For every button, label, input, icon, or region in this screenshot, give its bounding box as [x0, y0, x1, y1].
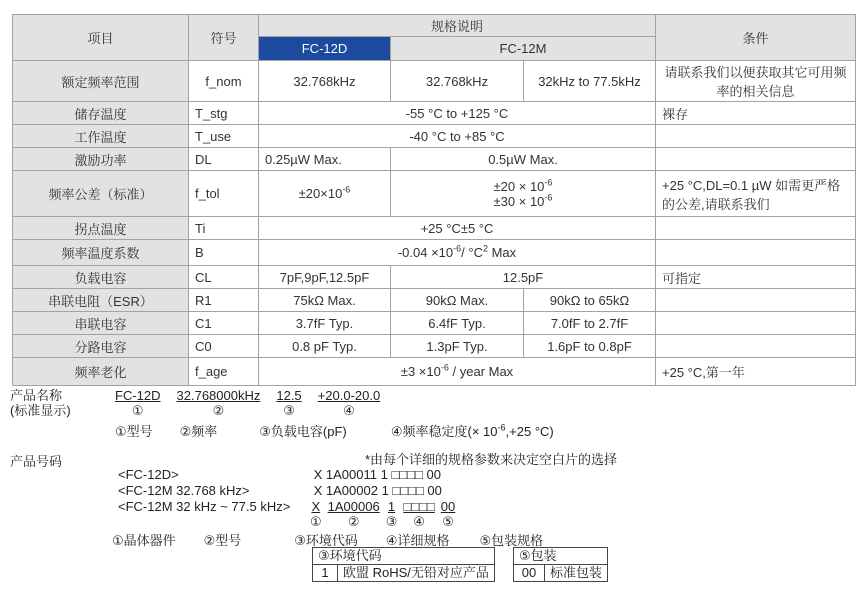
- value-cell: 90kΩ to 65kΩ: [524, 289, 656, 312]
- header-symbol: 符号: [189, 15, 259, 61]
- segment-text: 32.768000kHz: [176, 388, 261, 403]
- item-cell: 拐点温度: [13, 217, 189, 240]
- value-cell: 32.768kHz: [259, 61, 391, 102]
- table-row: [13, 289, 856, 312]
- legend-item: ②型号: [203, 533, 242, 548]
- legend-item: ①型号: [115, 424, 153, 439]
- table-row: [13, 358, 856, 386]
- code-segment: [328, 499, 380, 529]
- code-row-name: <FC-12M 32.768 kHz>: [118, 483, 250, 498]
- code-row-segments: [310, 499, 455, 529]
- code-row-name: <FC-12D>: [118, 467, 179, 482]
- value-cell: 6.4fF Typ.: [391, 312, 524, 335]
- code-row-value: X 1A00002 1 □□□□ 00: [313, 483, 442, 498]
- item-cell: 串联电容: [13, 312, 189, 335]
- env-code-table: [312, 547, 495, 582]
- product-name-label: [10, 388, 71, 418]
- table-row: [13, 171, 856, 217]
- legend-item: ②频率: [179, 424, 218, 439]
- superscript: -6: [497, 422, 506, 433]
- package-code-value: 00: [514, 565, 545, 582]
- value-text: Max: [487, 245, 517, 260]
- item-cell: 频率公差（标准）: [13, 171, 189, 217]
- superscript: -6: [544, 177, 553, 188]
- table-row: [13, 102, 856, 125]
- segment-number: ⑤: [442, 514, 454, 529]
- item-cell: 串联电阻（ESR）: [13, 289, 189, 312]
- package-table: [513, 547, 608, 582]
- value-text: / °C: [461, 245, 483, 260]
- table-row: [313, 565, 495, 582]
- superscript: -6: [342, 184, 351, 195]
- condition-cell-empty: [656, 312, 856, 335]
- segment-text: □□□□: [403, 499, 435, 514]
- segment-text: 1: [387, 499, 396, 514]
- segment-number: ④: [413, 514, 425, 529]
- symbol-cell: T_use: [189, 125, 259, 148]
- value-text: ±30 × 10: [493, 193, 545, 209]
- legend-text: ④频率稳定度(× 10: [390, 424, 498, 439]
- condition-cell-empty: [656, 240, 856, 266]
- spec-table: [12, 14, 856, 386]
- condition-cell-empty: [656, 289, 856, 312]
- package-table-header: ⑤包装: [514, 548, 608, 565]
- header-item: 项目: [13, 15, 189, 61]
- superscript: -6: [440, 362, 449, 373]
- condition-cell-empty: [656, 125, 856, 148]
- segment-number: ③: [385, 514, 398, 529]
- code-row-value: X 1A00011 1 □□□□ 00: [313, 467, 441, 482]
- segment-number: ①: [131, 403, 144, 418]
- value-cell: [259, 358, 656, 386]
- table-row: [13, 312, 856, 335]
- product-name-label-line2: (标准显示): [10, 403, 71, 418]
- value-text: ±3 ×10: [400, 364, 441, 379]
- legend-text: ,+25 °C): [505, 424, 554, 439]
- condition-cell: +25 °C,DL=0.1 µW 如需更严格的公差,请联系我们: [656, 171, 856, 217]
- code-segment: [403, 499, 434, 529]
- header-fc12m: FC-12M: [391, 37, 656, 61]
- package-desc: 标准包装: [545, 565, 608, 582]
- segment-number: ④: [343, 403, 355, 418]
- value-text: -0.04 ×10: [397, 245, 454, 260]
- value-text: / year Max: [448, 364, 514, 379]
- segment-number: ②: [347, 514, 360, 529]
- symbol-cell: Ti: [189, 217, 259, 240]
- value-cell: [259, 171, 391, 217]
- product-code-note: *由每个详细的规格参数来决定空白片的选择: [365, 452, 618, 467]
- value-cell: 7pF,9pF,12.5pF: [259, 266, 391, 289]
- value-cell: [259, 240, 656, 266]
- segment-text: +20.0-20.0: [317, 388, 381, 403]
- item-cell: 频率老化: [13, 358, 189, 386]
- table-row: [13, 217, 856, 240]
- value-cell: 3.7fF Typ.: [259, 312, 391, 335]
- value-cell: 1.6pF to 0.8pF: [524, 335, 656, 358]
- segment-text: 1A00006: [327, 499, 380, 514]
- value-cell: +25 °C±5 °C: [259, 217, 656, 240]
- item-cell: 频率温度系数: [13, 240, 189, 266]
- item-cell: 储存温度: [13, 102, 189, 125]
- value-line: [397, 179, 649, 194]
- item-cell: 分路电容: [13, 335, 189, 358]
- symbol-cell: f_age: [189, 358, 259, 386]
- symbol-cell: f_nom: [189, 61, 259, 102]
- legend-item: ③环境代码: [294, 533, 358, 548]
- table-row: [13, 148, 856, 171]
- legend-item: ④详细规格: [385, 533, 450, 548]
- value-cell: -55 °C to +125 °C: [259, 102, 656, 125]
- table-row: [313, 548, 495, 565]
- value-cell: -40 °C to +85 °C: [259, 125, 656, 148]
- header-spec: 规格说明: [259, 15, 656, 37]
- item-cell: 额定频率范围: [13, 61, 189, 102]
- header-fc12d: FC-12D: [259, 37, 391, 61]
- symbol-cell: CL: [189, 266, 259, 289]
- value-cell: 90kΩ Max.: [391, 289, 524, 312]
- product-code-row: [118, 483, 442, 499]
- segment-number: ③: [283, 403, 295, 418]
- table-row: [514, 548, 608, 565]
- value-line: [397, 194, 649, 209]
- legend-item: [391, 421, 554, 440]
- segment-number: ②: [212, 403, 225, 418]
- legend-item: ⑤包装规格: [479, 533, 544, 548]
- code-row-name: <FC-12M 32 kHz ~ 77.5 kHz>: [118, 499, 291, 514]
- product-code-label: 产品号码: [10, 454, 63, 469]
- name-segment: [177, 388, 261, 418]
- value-cell: 0.5µW Max.: [391, 148, 656, 171]
- value-cell: 12.5pF: [391, 266, 656, 289]
- segment-text: 12.5: [276, 388, 302, 403]
- value-cell: 1.3pF Typ.: [391, 335, 524, 358]
- code-segment: [386, 499, 398, 529]
- table-row: [13, 125, 856, 148]
- env-code-value: 1: [313, 565, 338, 582]
- value-cell: 0.8 pF Typ.: [259, 335, 391, 358]
- segment-text: FC-12D: [115, 388, 161, 403]
- name-segment: [318, 388, 381, 418]
- item-cell: 激励功率: [13, 148, 189, 171]
- superscript: -6: [544, 192, 553, 203]
- condition-cell-empty: [656, 217, 856, 240]
- value-cell: 0.25µW Max.: [259, 148, 391, 171]
- value-cell: [391, 171, 656, 217]
- condition-cell-empty: [656, 335, 856, 358]
- condition-cell: 裸存: [656, 102, 856, 125]
- name-segment: [115, 388, 161, 418]
- legend-item: ③负载电容(pF): [259, 424, 347, 439]
- table-row: [13, 240, 856, 266]
- table-row: [13, 61, 856, 102]
- value-text: ±20 × 10: [493, 178, 545, 194]
- condition-cell: 可指定: [656, 266, 856, 289]
- product-name-legend: [115, 421, 554, 440]
- condition-cell: +25 °C,第一年: [656, 358, 856, 386]
- symbol-cell: f_tol: [189, 171, 259, 217]
- superscript: -6: [453, 243, 462, 254]
- table-row: [514, 565, 608, 582]
- segment-text: 00: [440, 499, 456, 514]
- value-text: ±20×10: [298, 186, 343, 201]
- value-cell: 32.768kHz: [391, 61, 524, 102]
- symbol-cell: DL: [189, 148, 259, 171]
- table-row: [13, 335, 856, 358]
- product-name-segments: [115, 388, 380, 418]
- symbol-cell: T_stg: [189, 102, 259, 125]
- code-segment: [310, 499, 322, 529]
- legend-item: ①晶体器件: [112, 533, 176, 548]
- segment-number: ①: [310, 514, 322, 529]
- symbol-cell: B: [189, 240, 259, 266]
- symbol-cell: C1: [189, 312, 259, 335]
- symbol-cell: R1: [189, 289, 259, 312]
- value-cell: 75kΩ Max.: [259, 289, 391, 312]
- name-segment: [276, 388, 301, 418]
- condition-cell-empty: [656, 148, 856, 171]
- item-cell: 工作温度: [13, 125, 189, 148]
- header-condition: 条件: [656, 15, 856, 61]
- value-cell: 7.0fF to 2.7fF: [524, 312, 656, 335]
- item-cell: 负载电容: [13, 266, 189, 289]
- symbol-cell: C0: [189, 335, 259, 358]
- code-segment: [441, 499, 455, 529]
- superscript: 2: [482, 243, 488, 254]
- table-row: [13, 266, 856, 289]
- value-cell: 32kHz to 77.5kHz: [524, 61, 656, 102]
- segment-text: X: [311, 499, 321, 514]
- env-table-header: ③环境代码: [313, 548, 495, 565]
- product-code-row: [118, 467, 441, 483]
- product-name-label-line1: 产品名称: [10, 388, 63, 403]
- env-code-desc: 欧盟 RoHS/无铅对应产品: [338, 565, 495, 582]
- product-code-row: [118, 499, 455, 529]
- condition-cell: 请联系我们以便获取其它可用频率的相关信息: [656, 61, 856, 102]
